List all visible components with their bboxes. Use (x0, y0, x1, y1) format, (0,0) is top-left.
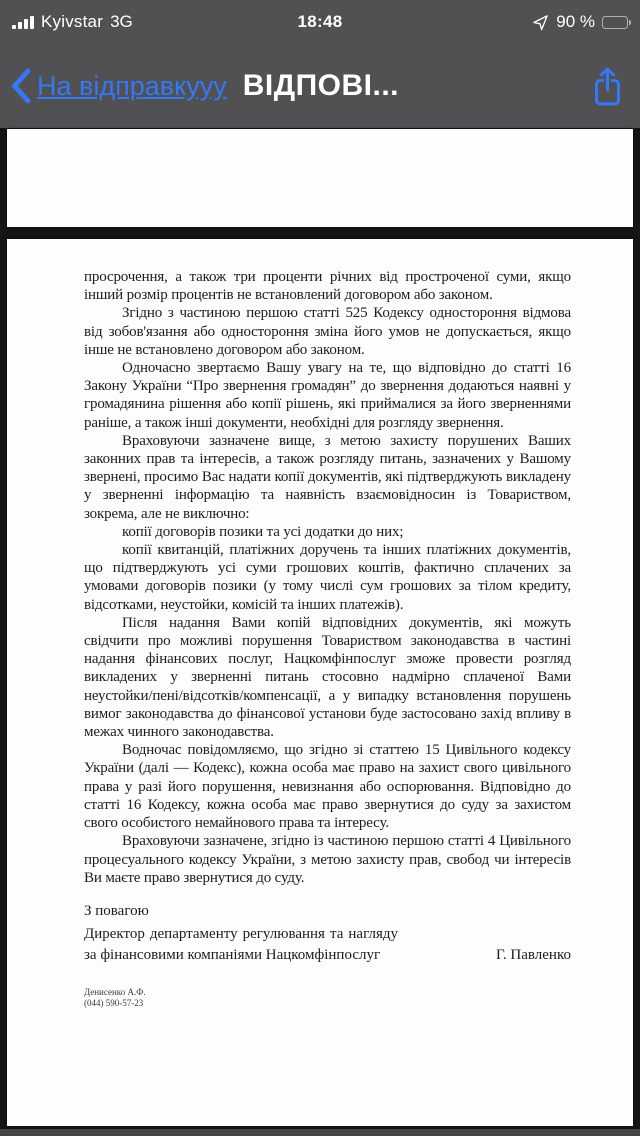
document-title: ВІДПОВІ... (242, 69, 400, 102)
status-left (12, 12, 133, 32)
document-footer (84, 987, 571, 1009)
back-button[interactable] (10, 68, 227, 104)
signal-strength-icon (12, 16, 34, 29)
status-right (532, 12, 628, 32)
signer-name: Г. Павленко (495, 947, 571, 964)
battery-icon (602, 16, 628, 29)
contact-phone: (044) 590-57-23 (84, 998, 144, 1009)
document-page-previous[interactable] (7, 129, 633, 227)
document-body (84, 268, 571, 887)
document-list-item: копії договорів позики та усі додатки до них; (122, 523, 404, 540)
back-link-label[interactable]: На відправкууу (37, 70, 227, 101)
location-arrow-icon (532, 14, 549, 31)
document-paragraph: Враховуючи зазначене, згідно із частиною першою статті 4 Цивільного процесуального кодексу України, з метою захисту прав, свобод чи інтересів Ви маєте право звернутися до суду. (84, 833, 571, 886)
carrier-label: Kyivstar (41, 12, 104, 31)
navigation-bar (0, 44, 640, 128)
closing-salutation: З повагою (84, 902, 149, 919)
signature-block (84, 924, 571, 965)
document-paragraph: Одночасно звертаємо Вашу увагу на те, що відповідно до статті 16 Закону України “Про звернення громадян” до звернення додаються наявні у громадянина рішення або копії рішень, які приймалися за його зверненнями раніше, а також інші документи, необхідні для розгляду звернення. (84, 360, 571, 431)
battery-percentage: 90 % (556, 12, 595, 31)
status-bar (0, 0, 640, 44)
home-indicator-area (0, 1129, 640, 1136)
document-paragraph: Враховуючи зазначене вище, з метою захисту порушених Ваших законних прав та інтересів, а також розгляду питань, зазначених у Вашому звернені, просимо Вас надати копії документів, які підтверджують викладену у зверненні інформацію та наявність взаємовідносин із Товариством, зокрема, але не виключно: (84, 432, 571, 522)
document-page[interactable] (7, 239, 633, 1126)
header (0, 0, 640, 128)
document-paragraph: Згідно з частиною першою статті 525 Кодексу одностороння відмова від зобов'язання або одностороння зміна його умов не допускається, якщо інше не встановлено договором або законом. (84, 305, 571, 358)
share-icon (591, 65, 624, 107)
signer-title: Директор департаменту регулювання та нагляду за фінансовими компаніями Нацкомфінпослуг (84, 926, 398, 963)
contact-name: Денисенко А.Ф. (84, 987, 146, 998)
network-type-label: 3G (110, 12, 133, 31)
chevron-left-icon (10, 68, 31, 104)
share-button[interactable] (591, 65, 624, 107)
document-paragraph: просрочення, а також три проценти річних від простроченої суми, якщо інший розмір процентів не встановлений договором або законом. (84, 269, 571, 304)
document-list-item: копії квитанцій, платіжних доручень та інших платіжних документів, що підтверджують усі суми грошових коштів, фактично сплачених за умовами договорів позики (у тому числі сум грошових за тілом кредиту, відсотками, неустойки, комісій та інших платежів). (84, 542, 571, 613)
document-paragraph: Після надання Вами копій відповідних документів, які можуть свідчити про можливі порушення Товариством законодавства в частині надання фінансових послуг, Нацкомфінпослуг зможе провести розгляд викладених у зверненні питань стосовно надмірно сплаченої Вами неустойки/пені/відсотків/компенсації, а у випадку встановлення порушень вимог законодавства до фінансової установи буде застосовано захід впливу в межах чинного законодавства. (84, 614, 571, 741)
document-paragraph: Водночас повідомляємо, що згідно зі статтею 15 Цивільного кодексу України (далі — Кодекс), кожна особа має право на захист свого цивільного права у разі його порушення, невизнання або оспорювання. Відповідно до статті 16 Кодексу, кожна особа має право звернутися до суду за захистом свого особистого немайнового права та інтересу. (84, 742, 571, 832)
clock: 18:48 (297, 12, 343, 31)
